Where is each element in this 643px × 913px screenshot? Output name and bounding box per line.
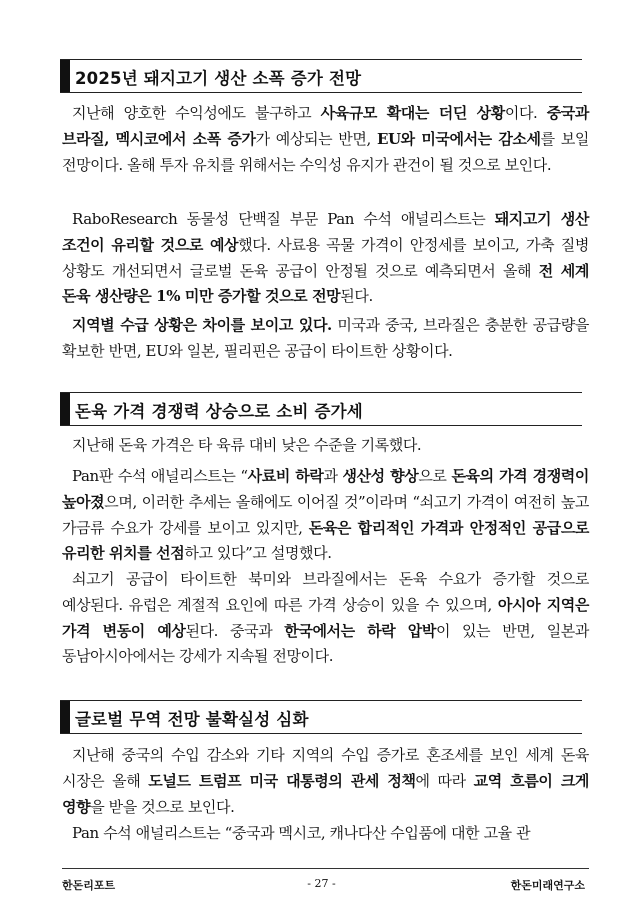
body-text: 으며, 이러한 추세는 올해에도 이어질 것”이라며 “쇠고기 가격이 여전히 높고 가금류 수요가 강세를 보이고 있지만, xyxy=(62,492,589,537)
paragraph xyxy=(62,207,589,310)
section-header-bar xyxy=(60,701,70,733)
paragraph xyxy=(62,464,589,567)
body-text: 된다. 중국과 xyxy=(185,621,285,640)
body-text: 에 따라 xyxy=(415,771,474,790)
emphasis-text: 사육규모 확대는 더딘 상황 xyxy=(320,104,505,122)
section-header xyxy=(60,59,582,93)
paragraph xyxy=(62,821,589,847)
body-text: 이다. xyxy=(504,104,547,122)
emphasis-text: 교역 흐름이 크게 영향 xyxy=(62,771,589,816)
page-number: - 27 - xyxy=(307,877,336,890)
body-text: 미국과 중국, 브라질은 충분한 공급량을 확보한 반면, EU와 일본, 필리핀은 공급이 타이트한 상황이다. xyxy=(62,316,589,360)
body-text: 을 받을 것으로 보인다. xyxy=(90,797,235,816)
paragraph xyxy=(62,313,589,365)
emphasis-text: 아시아 지역은 가격 변동이 예상 xyxy=(62,595,589,640)
paragraph xyxy=(62,743,589,820)
section-header-bar xyxy=(60,60,70,92)
emphasis-text: 생산성 향상 xyxy=(342,467,419,485)
body-text: 이 있는 반면, 일본과 동남아시아에서는 강세가 지속될 전망이다. xyxy=(62,621,589,666)
section-title: 돈육 가격 경쟁력 상승으로 소비 증가세 xyxy=(75,402,363,421)
body-text: Pan판 수석 애널리스트는 “ xyxy=(72,467,248,485)
emphasis-text: 사료비 하락 xyxy=(247,467,324,485)
section-header-bar xyxy=(60,393,70,425)
section-header xyxy=(60,392,582,426)
body-text: RaboResearch 동물성 단백질 부문 Pan 수석 애널리스트는 xyxy=(72,210,495,228)
emphasis-text: 돼지고기 생산 조건이 유리할 것으로 예상 xyxy=(62,210,589,254)
footer-organization: 한돈미래연구소 xyxy=(510,879,585,892)
section-title: 글로벌 무역 전망 불확실성 심화 xyxy=(75,710,309,729)
emphasis-text: 돈육은 합리적인 가격과 안정적인 공급으로 유리한 위치를 선점 xyxy=(62,518,590,563)
body-text: Pan 수석 애널리스트는 “중국과 멕시코, 캐나다산 수입품에 대한 고율 관 xyxy=(72,824,531,842)
emphasis-text: 전 세계 돈육 생산량은 1% 미만 증가할 것으로 전망 xyxy=(62,261,589,306)
body-text: 으로 xyxy=(418,467,452,485)
emphasis-text: 중국과 브라질, 멕시코에서 소폭 증가 xyxy=(62,104,589,148)
emphasis-text: 돈육의 가격 경쟁력이 높아졌 xyxy=(62,467,589,511)
emphasis-text: 도널드 트럼프 미국 대통령의 관세 정책 xyxy=(148,771,416,790)
body-text: 를 보일 전망이다. 올해 투자 유치를 위해서는 수익성 유지가 관건이 될 것으로 보인다. xyxy=(62,129,590,174)
emphasis-text: 한국에서는 하락 압박 xyxy=(284,621,436,640)
body-text: 지난해 돈육 가격은 타 육류 대비 낮은 수준을 기록했다. xyxy=(72,436,422,454)
body-text: 지난해 중국의 수입 감소와 기타 지역의 수입 증가로 혼조세를 보인 세계 돈육 시장은 올해 xyxy=(62,746,589,790)
body-text: 지난해 양호한 수익성에도 불구하고 xyxy=(72,104,321,122)
footer-divider xyxy=(62,868,589,869)
body-text: 쇠고기 공급이 타이트한 북미와 브라질에서는 돈육 수요가 증가할 것으로 예상된다. 유럽은 계절적 요인에 따른 가격 상승이 있을 수 있으며, xyxy=(62,570,589,614)
section-title: 2025년 돼지고기 생산 소폭 증가 전망 xyxy=(75,69,362,88)
paragraph xyxy=(62,101,589,178)
section-header xyxy=(60,700,582,734)
body-text: 과 xyxy=(323,467,343,485)
body-text: 하고 있다”고 설명했다. xyxy=(184,544,332,563)
body-text: 했다. 사료용 곡물 가격이 안정세를 보이고, 가축 질병 상황도 개선되면서 글로벌 돈육 공급이 안정될 것으로 예측되면서 올해 xyxy=(62,235,589,280)
footer-publication: 한돈리포트 xyxy=(62,879,116,892)
body-text: 된다. xyxy=(340,287,373,306)
emphasis-text: EU와 미국에서는 감소세 xyxy=(376,129,541,148)
emphasis-text: 지역별 수급 상황은 차이를 보이고 있다. xyxy=(72,316,332,334)
paragraph xyxy=(62,567,589,670)
paragraph xyxy=(62,433,589,459)
body-text: 가 예상되는 반면, xyxy=(255,129,377,148)
